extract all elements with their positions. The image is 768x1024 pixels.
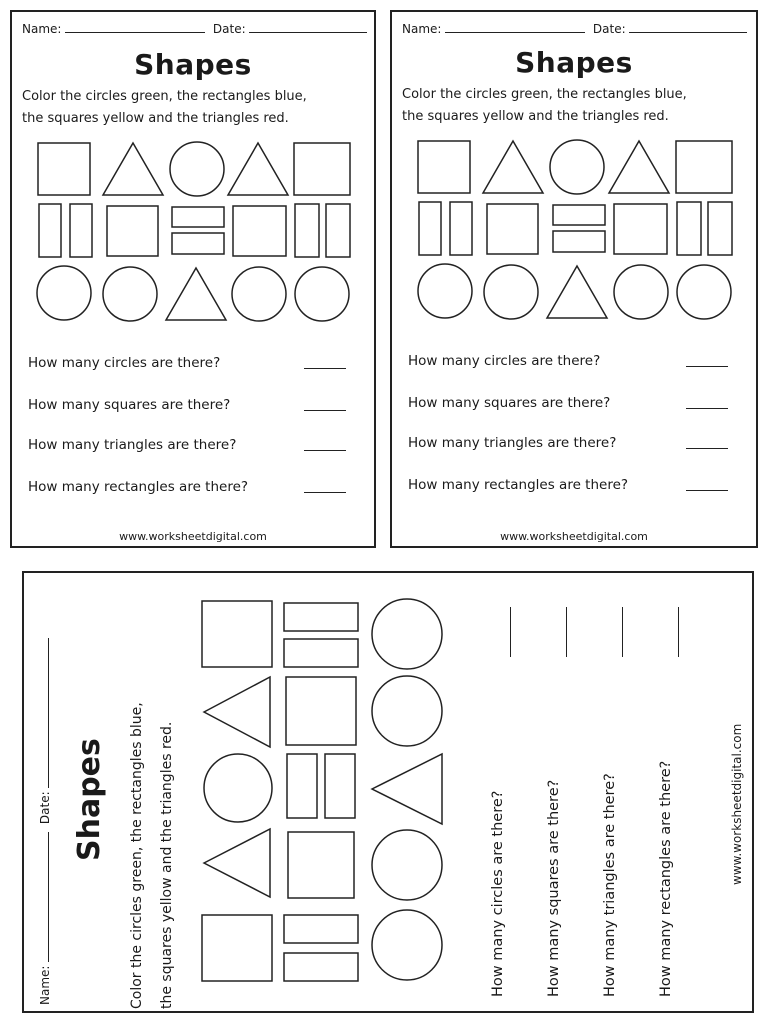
website-footer: www.worksheetdigital.com bbox=[730, 723, 744, 885]
circle-shape bbox=[372, 830, 442, 900]
website-footer: www.worksheetdigital.com bbox=[500, 530, 648, 543]
instruction-line-2: the squares yellow and the triangles red. bbox=[159, 721, 175, 1009]
question-rectangles: How many rectangles are there? bbox=[408, 477, 629, 493]
rectangle-shape bbox=[325, 754, 355, 818]
rectangle-shape bbox=[326, 204, 350, 257]
rectangle-shape bbox=[70, 204, 92, 257]
circle-shape bbox=[372, 676, 442, 746]
name-label: Name: bbox=[22, 22, 62, 36]
circle-shape bbox=[372, 910, 442, 980]
date-label: Date: bbox=[592, 22, 626, 36]
circle-shape bbox=[677, 265, 731, 319]
triangle-shape bbox=[166, 268, 226, 320]
rectangle-shape bbox=[295, 204, 319, 257]
circle-shape bbox=[170, 142, 224, 196]
answer-blank[interactable] bbox=[622, 607, 623, 657]
circle-shape bbox=[372, 599, 442, 669]
rectangle-shape bbox=[39, 204, 61, 257]
answer-blank[interactable] bbox=[510, 607, 511, 657]
triangle-shape bbox=[609, 141, 669, 193]
rectangle-shape bbox=[172, 207, 224, 227]
page-title: Shapes bbox=[134, 48, 252, 81]
rectangle-shape bbox=[553, 205, 605, 225]
triangle-shape bbox=[372, 754, 442, 824]
answer-blank[interactable] bbox=[678, 607, 679, 657]
rectangle-shape bbox=[708, 202, 732, 255]
answer-blank[interactable] bbox=[686, 366, 728, 367]
square-shape bbox=[202, 601, 272, 667]
rectangle-shape bbox=[284, 953, 358, 981]
question-triangles: How many triangles are there? bbox=[28, 437, 237, 453]
circle-shape bbox=[232, 267, 286, 321]
page-title: Shapes bbox=[515, 46, 633, 79]
square-shape bbox=[38, 143, 90, 195]
answer-blank[interactable] bbox=[686, 448, 728, 449]
circle-shape bbox=[204, 754, 272, 822]
square-shape bbox=[418, 141, 470, 193]
square-shape bbox=[676, 141, 732, 193]
circle-shape bbox=[37, 266, 91, 320]
question-rectangles: How many rectangles are there? bbox=[28, 479, 249, 495]
triangle-shape bbox=[204, 677, 270, 747]
rectangle-shape bbox=[284, 639, 358, 667]
rectangle-shape bbox=[677, 202, 701, 255]
answer-blank[interactable] bbox=[566, 607, 567, 657]
question-triangles: How many triangles are there? bbox=[408, 435, 617, 451]
square-shape bbox=[107, 206, 158, 256]
circle-shape bbox=[614, 265, 668, 319]
worksheet-card-left bbox=[10, 10, 376, 548]
circle-shape bbox=[295, 267, 349, 321]
shapes-grid bbox=[24, 573, 752, 1011]
website-footer: www.worksheetdigital.com bbox=[119, 530, 267, 543]
rectangle-shape bbox=[172, 233, 224, 254]
answer-blank[interactable] bbox=[304, 368, 346, 369]
instruction-line-2: the squares yellow and the triangles red. bbox=[22, 111, 289, 126]
triangle-shape bbox=[204, 829, 270, 897]
square-shape bbox=[288, 832, 354, 898]
question-squares: How many squares are there? bbox=[408, 395, 611, 411]
rectangle-shape bbox=[553, 231, 605, 252]
circle-shape bbox=[484, 265, 538, 319]
instruction-line-1: Color the circles green, the rectangles blue, bbox=[402, 87, 687, 102]
rectangle-shape bbox=[419, 202, 441, 255]
circle-shape bbox=[418, 264, 472, 318]
worksheet-card-right bbox=[390, 10, 758, 548]
date-label: Date: bbox=[212, 22, 246, 36]
instruction-line-2: the squares yellow and the triangles red. bbox=[402, 109, 669, 124]
date-label: Date: bbox=[38, 791, 52, 825]
page-title: Shapes bbox=[72, 738, 107, 861]
rectangle-shape bbox=[284, 915, 358, 943]
circle-shape bbox=[103, 267, 157, 321]
answer-blank[interactable] bbox=[686, 408, 728, 409]
instruction-line-1: Color the circles green, the rectangles blue, bbox=[129, 702, 145, 1009]
triangle-shape bbox=[103, 143, 163, 195]
answer-blank[interactable] bbox=[304, 492, 346, 493]
circle-shape bbox=[550, 140, 604, 194]
square-shape bbox=[614, 204, 667, 254]
answer-blank[interactable] bbox=[304, 450, 346, 451]
triangle-shape bbox=[228, 143, 288, 195]
name-label: Name: bbox=[402, 22, 442, 36]
question-circles: How many circles are there? bbox=[28, 355, 221, 371]
question-circles: How many circles are there? bbox=[408, 353, 601, 369]
question-circles: How many circles are there? bbox=[490, 790, 506, 997]
square-shape bbox=[294, 143, 350, 195]
triangle-shape bbox=[483, 141, 543, 193]
question-squares: How many squares are there? bbox=[546, 779, 562, 997]
question-rectangles: How many rectangles are there? bbox=[658, 760, 674, 997]
square-shape bbox=[233, 206, 286, 256]
question-squares: How many squares are there? bbox=[28, 397, 231, 413]
answer-blank[interactable] bbox=[686, 490, 728, 491]
square-shape bbox=[202, 915, 272, 981]
rectangle-shape bbox=[287, 754, 317, 818]
shapes-grid bbox=[392, 12, 756, 342]
rectangle-shape bbox=[450, 202, 472, 255]
question-triangles: How many triangles are there? bbox=[602, 773, 618, 997]
triangle-shape bbox=[547, 266, 607, 318]
square-shape bbox=[487, 204, 538, 254]
answer-blank[interactable] bbox=[304, 410, 346, 411]
instruction-line-1: Color the circles green, the rectangles blue, bbox=[22, 89, 307, 104]
rectangle-shape bbox=[284, 603, 358, 631]
shapes-grid bbox=[12, 12, 374, 342]
worksheet-card-rotated bbox=[22, 571, 754, 1013]
name-label: Name: bbox=[38, 965, 52, 1005]
square-shape bbox=[286, 677, 356, 745]
